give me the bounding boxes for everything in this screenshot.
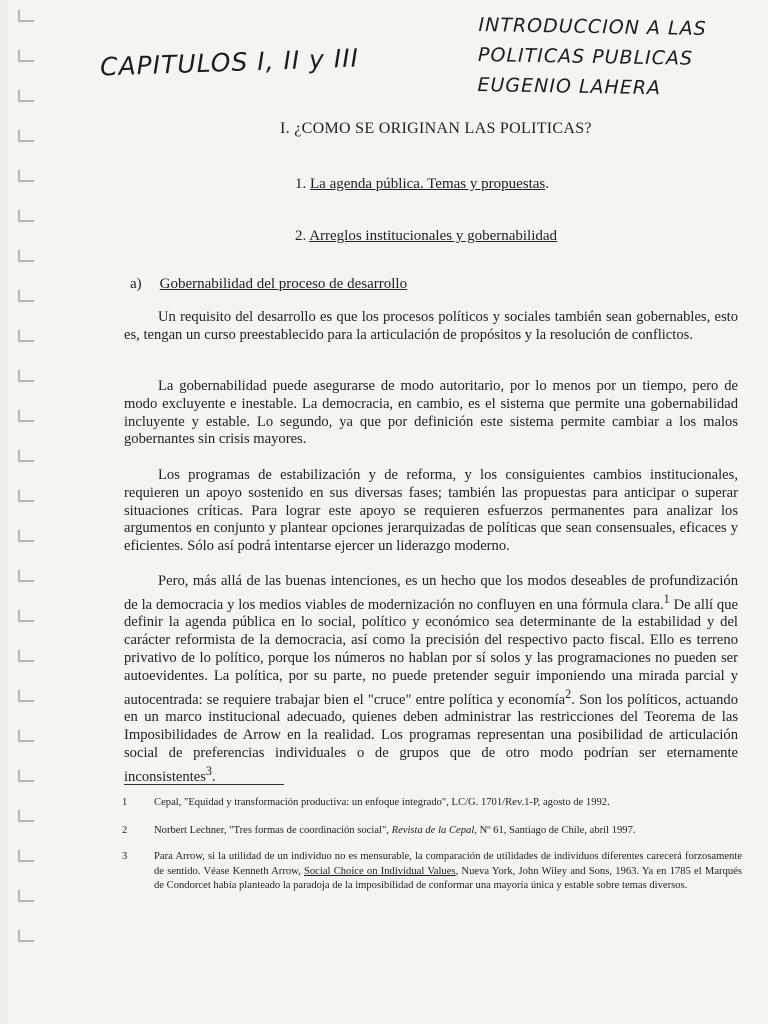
footnote-ref-3: 3 bbox=[205, 763, 212, 778]
paragraph-1: Un requisito del desarrollo es que los procesos políticos y sociales también sean gobernables, esto es, tengan un curso preestablecido para la articulación de propósitos y la resolución de conflictos. bbox=[124, 309, 738, 343]
paragraph-4-end: . bbox=[211, 768, 216, 785]
footnote-text bbox=[154, 850, 742, 894]
footnote-ref-2: 2 bbox=[565, 686, 572, 701]
chapter-heading: I. ¿COMO SE ORIGINAN LAS POLITICAS? bbox=[280, 120, 592, 137]
footnote-text-part: , Nº 61, Santiago de Chile, abril 1997. bbox=[474, 825, 636, 836]
footnote-3 bbox=[122, 850, 742, 894]
footnote-text: Cepal, "Equidad y transformación productiva: un enfoque integrado", LC/G. 1701/Rev.1-P, agosto de 1992. bbox=[154, 797, 610, 808]
subsection-2 bbox=[295, 228, 557, 245]
binder-hole-marks bbox=[18, 10, 48, 1010]
paragraph-4 bbox=[124, 573, 738, 786]
footnote-text-part: Para Arrow, si la utilidad de un individuo no es mensurable, la comparación de utilidades de individuos diferentes carecerá forzosamente de sentido. Véase Kenneth Arrow, bbox=[154, 851, 742, 877]
footnote-text-part: , Nueva York, John Wiley and Sons, 1963. Ya en 1785 el Marqués de Condorcet había planteado la paradoja de la imposibilidad de conformar una mayoría única y estable sobre temas diversos. bbox=[154, 865, 742, 892]
footnote-number: 3 bbox=[122, 851, 128, 862]
document-page bbox=[8, 0, 768, 1024]
subsection-suffix: . bbox=[545, 176, 550, 192]
paragraph-4-text: De allí que definir la agenda pública en lo social, político y económico sea determinante de la estabilidad y del carácter reformista de la democracia, así como la precisión del respectivo pacto fiscal. Ello es terreno privativo de lo político, porque los números no hablan por sí solos y las programaciones no pueden ser autoevidentes. La política, por su parte, no puede pretender seguir imponiendo una mirada parcial y autocentrada: se requiere trabajar bien el "cruce" entre política y economía bbox=[124, 596, 738, 708]
footnote-text bbox=[154, 824, 742, 839]
footnote-number: 2 bbox=[122, 825, 128, 836]
handwritten-line: EUGENIO LAHERA bbox=[477, 74, 662, 100]
section-label: a) bbox=[130, 276, 142, 292]
subsection-number: 2. bbox=[295, 228, 307, 244]
footnote-number: 1 bbox=[122, 797, 128, 808]
book-title: Social Choice on Individual Values bbox=[303, 865, 456, 877]
footnote-2 bbox=[122, 824, 742, 839]
section-a bbox=[130, 276, 407, 293]
handwritten-book-note bbox=[477, 10, 707, 104]
handwritten-chapters-note: CAPITULOS I, II y III bbox=[99, 43, 360, 82]
paragraph-3: Los programas de estabilización y de reforma, y los consiguientes cambios institucionales, requieren un apoyo sostenido en sus diversas fases; también las propuestas para anticipar o superar situaciones críticas. Para lograr este apoyo se requieren esfuerzos permanentes para analizar los argumentos en conjunto y plantear opciones jerarquizadas de políticas que sean consensuales, eficaces y eficientes. Sólo así podrá intentarse ejercer un liderazgo moderno. bbox=[124, 467, 738, 555]
footnote-text-part: Norbert Lechner, "Tres formas de coordinación social", bbox=[154, 825, 392, 836]
paragraph-4-text: Pero, más allá de las buenas intenciones, es un hecho que los modos deseables de profundización de la democracia y los medios viables de modernización no confluyen en una fórmula clara. bbox=[124, 573, 738, 613]
subsection-1 bbox=[295, 176, 549, 193]
footnote-1 bbox=[122, 796, 742, 811]
footnote-ref-1: 1 bbox=[663, 591, 670, 606]
subsection-title: Arreglos institucionales y gobernabilidad bbox=[309, 228, 558, 244]
journal-title: Revista de la Cepal bbox=[391, 825, 475, 836]
paragraph-4-text: . Son los políticos, actuando en un marco institucional adecuado, quienes deben administrar las restricciones del Teorema de las Imposibilidades de Arrow en la realidad. Los programas representan una posibilidad de articulación social de preferencias individuales o de grupos que de otro modo podrían ser eternamente inconsistentes bbox=[124, 691, 739, 785]
paragraph-2: La gobernabilidad puede asegurarse de modo autoritario, por lo menos por un tiempo, pero de modo excluyente e inestable. La democracia, en cambio, es el sistema que permite una gobernabilidad incluyente y estable. Lo segundo, ya que por definición este sistema permite cambiar a los malos gobernantes sin crisis mayores. bbox=[124, 378, 738, 448]
handwritten-line: INTRODUCCION A LAS bbox=[478, 14, 707, 40]
subsection-number: 1. bbox=[295, 176, 307, 192]
subsection-title: La agenda pública. Temas y propuestas bbox=[310, 176, 546, 192]
footnote-divider bbox=[124, 784, 284, 785]
section-title: Gobernabilidad del proceso de desarrollo bbox=[159, 276, 408, 292]
handwritten-line: POLITICAS PUBLICAS bbox=[477, 44, 694, 70]
